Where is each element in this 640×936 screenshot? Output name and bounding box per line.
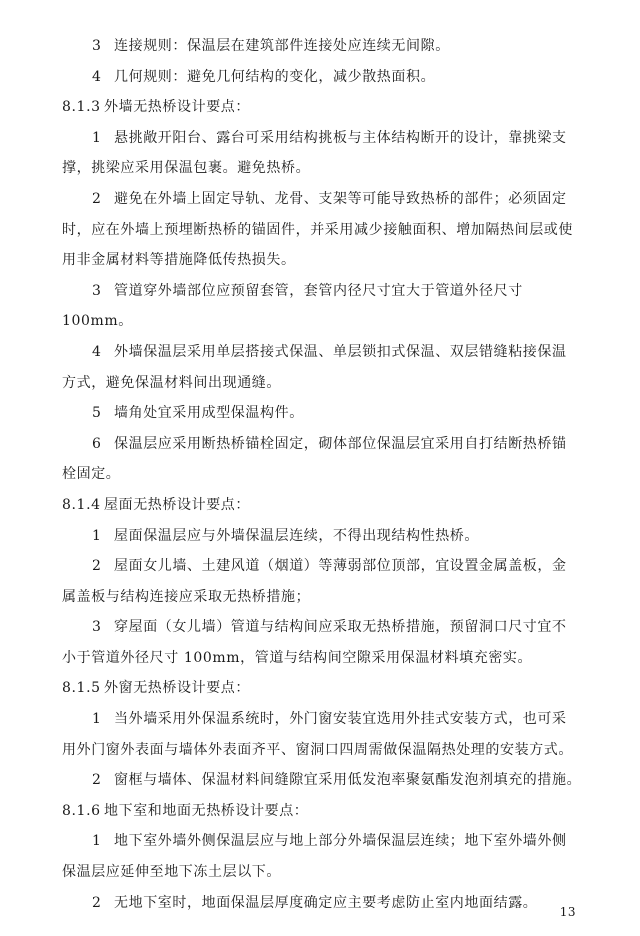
- item-number: 6: [92, 435, 102, 452]
- item-number: 2: [92, 772, 102, 789]
- item-text: 管道穿外墙部位应预留套管，套管内径尺寸宜大于管道外径尺寸: [114, 282, 523, 299]
- item-text: 无地下室时，地面保温层厚度确定应主要考虑防止室内地面结露。: [114, 894, 538, 911]
- section-heading-line: [62, 490, 586, 521]
- item-text: 100mm。: [62, 313, 133, 330]
- paragraph-line: [62, 765, 586, 796]
- list-item: [62, 184, 586, 276]
- paragraph-line: [62, 643, 586, 674]
- paragraph-line: [62, 582, 586, 613]
- item-number: 5: [92, 405, 102, 422]
- list-item: [62, 551, 586, 612]
- section-heading: [62, 673, 586, 704]
- paragraph-line: [62, 276, 586, 307]
- list-item: [62, 123, 586, 184]
- item-text: 用外门窗外表面与墙体外表面齐平、窗洞口四周需做保温隔热处理的安装方式。: [62, 741, 573, 758]
- section-number: 8.1.3: [62, 99, 101, 116]
- item-number: 1: [92, 129, 102, 146]
- item-number: 2: [92, 558, 102, 575]
- item-text: 墙角处宜采用成型保温构件。: [114, 405, 304, 422]
- section-number: 8.1.5: [62, 680, 101, 697]
- paragraph-line: [62, 429, 586, 460]
- list-item: [62, 704, 586, 765]
- paragraph-line: [62, 459, 586, 490]
- item-text: 避免在外墙上固定导轨、龙骨、支架等可能导致热桥的部件；必须固定: [114, 190, 567, 207]
- section-number: 8.1.4: [62, 496, 101, 513]
- item-text: 属盖板与结构连接应采取无热桥措施；: [62, 588, 311, 605]
- section-title: 外窗无热桥设计要点：: [104, 680, 250, 697]
- list-item: [62, 398, 586, 429]
- item-text: 悬挑敞开阳台、露台可采用结构挑板与主体结构断开的设计，靠挑梁支: [114, 129, 567, 146]
- section-title: 地下室和地面无热桥设计要点：: [104, 802, 309, 819]
- item-text: 小于管道外径尺寸 100mm，管道与结构间空隙采用保温材料填充密实。: [62, 649, 533, 666]
- item-text: 连接规则：保温层在建筑部件连接处应连续无间隙。: [114, 38, 450, 54]
- item-number: 1: [92, 833, 102, 850]
- section-heading-line: [62, 673, 586, 704]
- item-text: 栓固定。: [62, 466, 121, 483]
- item-text: 外墙保温层采用单层搭接式保温、单层锁扣式保温、双层错缝粘接保温: [114, 343, 567, 360]
- paragraph-line: [62, 245, 586, 276]
- paragraph-line: [62, 551, 586, 582]
- paragraph-line: [62, 306, 586, 337]
- paragraph-line: [62, 398, 586, 429]
- section-title: 外墙无热桥设计要点：: [104, 99, 250, 116]
- paragraph-line: [62, 704, 586, 735]
- item-number: 3: [92, 38, 102, 54]
- item-text: 屋面保温层应与外墙保温层连续，不得出现结构性热桥。: [114, 527, 479, 544]
- section-heading-line: [62, 92, 586, 123]
- list-item: [62, 521, 586, 552]
- item-text: 保温层应采用断热桥锚栓固定，砌体部位保温层宜采用自打结断热桥锚: [114, 435, 567, 452]
- list-item: [62, 276, 586, 337]
- paragraph-line: [62, 62, 586, 93]
- item-text: 用非金属材料等措施降低传热损失。: [62, 252, 296, 269]
- section-heading: [62, 92, 586, 123]
- paragraph-line: [62, 215, 586, 246]
- paragraph-line: [62, 184, 586, 215]
- list-item: [62, 337, 586, 398]
- paragraph-line: [62, 368, 586, 399]
- paragraph-line: [62, 612, 586, 643]
- item-number: 3: [92, 619, 102, 636]
- paragraph-line: [62, 337, 586, 368]
- paragraph-line: [62, 888, 586, 919]
- section-heading: [62, 490, 586, 521]
- section-number: 8.1.6: [62, 802, 101, 819]
- paragraph-line: [62, 826, 586, 857]
- item-number: 4: [92, 343, 102, 360]
- item-number: 1: [92, 527, 102, 544]
- section-heading-line: [62, 796, 586, 827]
- list-item: [62, 765, 586, 796]
- document-body: [62, 31, 586, 918]
- item-text: 保温层应延伸至地下冻土层以下。: [62, 864, 281, 881]
- item-text: 屋面女儿墙、土建风道（烟道）等薄弱部位顶部，宜设置金属盖板，金: [114, 558, 567, 575]
- list-item: [62, 826, 586, 887]
- list-item: [62, 31, 586, 62]
- item-number: 4: [92, 68, 102, 85]
- paragraph-line: [62, 521, 586, 552]
- paragraph-line: [62, 31, 586, 62]
- item-number: 1: [92, 711, 102, 728]
- list-item: [62, 62, 586, 93]
- item-text: 几何规则：避免几何结构的变化，减少散热面积。: [114, 68, 436, 85]
- item-number: 2: [92, 190, 102, 207]
- item-text: 撑，挑梁应采用保温包裹。避免热桥。: [62, 160, 311, 177]
- page-number: 13: [559, 905, 576, 919]
- section-heading: [62, 796, 586, 827]
- paragraph-line: [62, 153, 586, 184]
- list-item: [62, 612, 586, 673]
- paragraph-line: [62, 857, 586, 888]
- item-text: 穿屋面（女儿墙）管道与结构间应采取无热桥措施，预留洞口尺寸宜不: [114, 619, 567, 636]
- item-number: 2: [92, 894, 102, 911]
- paragraph-line: [62, 123, 586, 154]
- item-text: 窗框与墙体、保温材料间缝隙宜采用低发泡率聚氨酯发泡剂填充的措施。: [114, 772, 582, 789]
- item-text: 时，应在外墙上预埋断热桥的锚固件，并采用减少接触面积、增加隔热间层或使: [62, 221, 573, 238]
- list-item: [62, 888, 586, 919]
- item-text: 当外墙采用外保温系统时，外门窗安装宜选用外挂式安装方式，也可采: [114, 711, 567, 728]
- list-item: [62, 429, 586, 490]
- section-title: 屋面无热桥设计要点：: [104, 496, 250, 513]
- item-number: 3: [92, 282, 102, 299]
- item-text: 地下室外墙外侧保温层应与地上部分外墙保温层连续；地下室外墙外侧: [114, 833, 567, 850]
- paragraph-line: [62, 735, 586, 766]
- item-text: 方式，避免保温材料间出现通缝。: [62, 374, 281, 391]
